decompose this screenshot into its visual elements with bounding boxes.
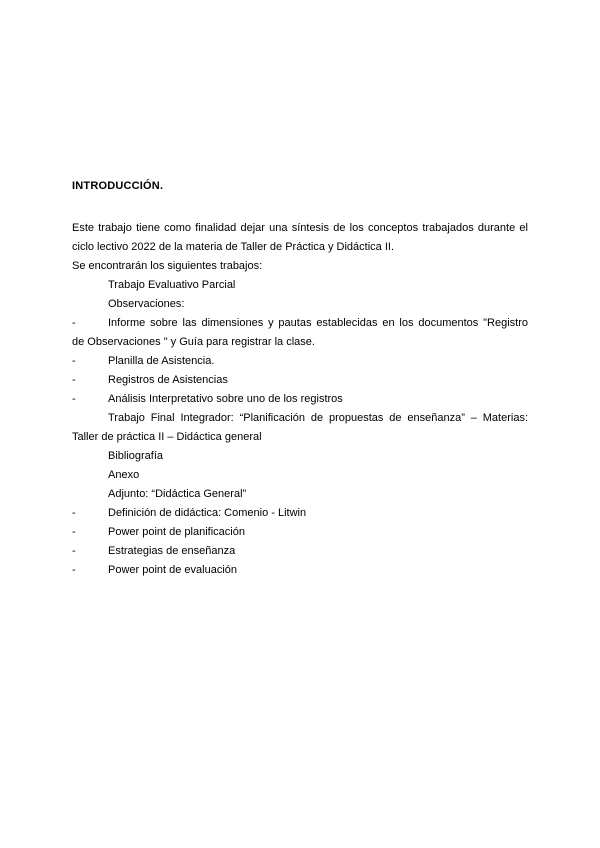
list-item-analisis — [72, 390, 528, 409]
list-item-trabajo-final: Trabajo Final Integrador: “Planificación de propuestas de enseñanza” – Materias: — [108, 412, 528, 424]
list-item-informe-cont: de Observaciones " y Guía para registrar la clase. — [72, 336, 315, 348]
list-item-text: Definición de didáctica: Comenio - Litwin — [108, 507, 307, 519]
paragraph-line: Se encontrarán los siguientes trabajos: — [72, 260, 263, 272]
bullet-dash: - — [72, 507, 76, 519]
bullet-dash: - — [72, 355, 76, 367]
list-item-informe — [72, 314, 528, 333]
list-item-text: Estrategias de enseñanza — [108, 545, 236, 557]
list-item-trabajo-final-cont: Taller de práctica II – Didáctica general — [72, 431, 262, 443]
list-item-text: Power point de planificación — [108, 526, 245, 538]
list-item-bibliografia: Bibliografía — [108, 450, 164, 462]
list-item-trabajo-evaluativo: Trabajo Evaluativo Parcial — [108, 279, 236, 291]
bullet-dash: - — [72, 526, 76, 538]
paragraph-line: Este trabajo tiene como finalidad dejar una síntesis de los conceptos trabajados durante el — [72, 222, 528, 234]
list-item-observaciones: Observaciones: — [108, 298, 185, 310]
list-item-ppt-evaluacion — [72, 561, 528, 580]
list-item-text: Informe sobre las dimensiones y pautas establecidas en los documentos "Registro — [108, 317, 528, 329]
list-item-planilla — [72, 352, 528, 371]
list-item-estrategias — [72, 542, 528, 561]
list-item-text: Power point de evaluación — [108, 564, 238, 576]
list-item-adjunto: Adjunto: “Didáctica General” — [108, 488, 247, 500]
bullet-dash: - — [72, 393, 76, 405]
paragraph-line: ciclo lectivo 2022 de la materia de Taller de Práctica y Didáctica II. — [72, 241, 395, 253]
list-item-text: Planilla de Asistencia. — [108, 355, 215, 367]
bullet-dash: - — [72, 374, 76, 386]
bullet-dash: - — [72, 545, 76, 557]
list-item-anexo: Anexo — [108, 469, 140, 481]
bullet-dash: - — [72, 317, 76, 329]
document-title: INTRODUCCIÓN. — [72, 180, 164, 192]
list-item-ppt-planificacion — [72, 523, 528, 542]
list-item-text: Análisis Interpretativo sobre uno de los registros — [108, 393, 343, 405]
document-body — [72, 219, 528, 580]
bullet-dash: - — [72, 564, 76, 576]
list-item-definicion — [72, 504, 528, 523]
list-item-text: Registros de Asistencias — [108, 374, 228, 386]
list-item-registros — [72, 371, 528, 390]
